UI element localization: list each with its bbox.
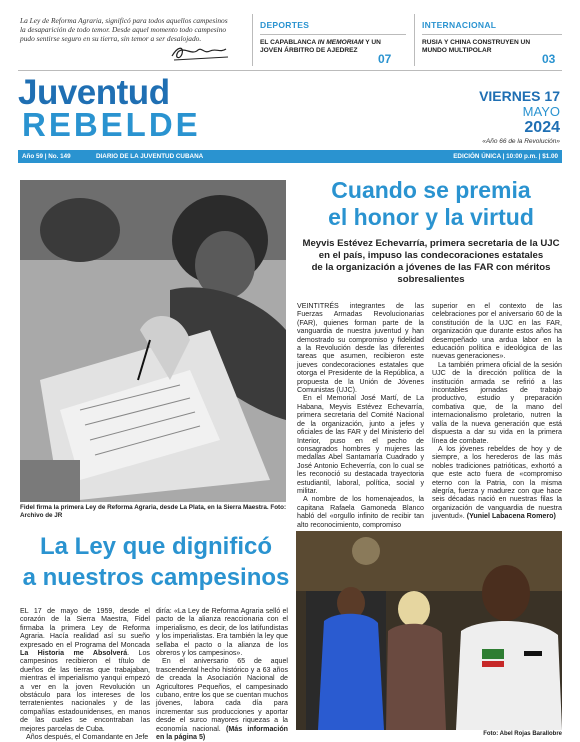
header-divider [252, 14, 253, 66]
paragraph: superior en el contexto de las celebraciones por el aniversario 60 de la constitución de la UJC en las FAR, organización que durante estos años ha desempeñado una ardua labor en la educación política e ideológica de las nuevas generaciones». [432, 302, 562, 361]
paragraph: EL 17 de mayo de 1959, desde el corazón de la Sierra Maestra, Fidel firmaba la primera Ley de Reforma Agraria. Hacía realidad así su sueño expresado en el Programa del Moncada La Historia me Absolverá. Los campesinos recibieron el título de dueños de las tierras que trabajaban, mientras el imperialismo yanqui empezó a ver en la joven Revolución un obstáculo para los intereses de los terratenientes nacionales y de las compañías estadounidenses, en manos de las cuales se encontraban las mejores parcelas de Cuba. [20, 607, 150, 733]
date-day: VIERNES 17 [479, 88, 560, 104]
section-rule [260, 34, 406, 35]
section-headline: EL CAPABLANCA IN MEMORIAM Y UN JOVEN ÁRBITRO DE AJEDREZ [260, 39, 381, 54]
section-headline: RUSIA Y CHINA CONSTRUYEN UN MUNDO MULTIPOLAR [422, 39, 531, 54]
edition-info: EDICIÓN ÚNICA | 10:00 p.m. | $1.00 [453, 153, 558, 160]
teaser-internacional[interactable] [422, 20, 562, 55]
law-headline[interactable]: La Ley que dignificó a nuestros campesinos [22, 533, 290, 591]
issue-bar [18, 150, 562, 163]
header-quote [20, 16, 242, 43]
law-article-column-2 [156, 607, 288, 742]
section-label: INTERNACIONAL [422, 20, 497, 30]
date-year: 2024 [524, 119, 560, 136]
main-headline[interactable]: Cuando se premia el honor y la virtud [328, 177, 534, 230]
tagline: DIARIO DE LA JUVENTUD CUBANA [96, 153, 204, 160]
section-page-number: 07 [378, 52, 392, 66]
law-article-column-1 [20, 607, 150, 742]
photo2-credit: Foto: Abel Rojas Barallobre [483, 731, 562, 737]
ceremony-photo [296, 531, 562, 730]
header-rule [18, 70, 562, 71]
section-rule [422, 34, 562, 35]
paragraph: VEINTITRÉS integrantes de las Fuerzas Armadas Revolucionarias (FAR), quienes forman parte de la vanguardia de nuestra juventud y han demostrado su compromiso y fidelidad a la Revolución desde las diferentes tareas que asumen, recibieron este jueves condecoraciones estatales que otorga el Presidente de la República, a propuesta de la Unión de Jóvenes Comunistas (UJC). [297, 302, 424, 395]
masthead-juventud: Juventud [18, 73, 170, 112]
section-page-number: 03 [542, 52, 556, 66]
photo1-caption: Fidel firma la primera Ley de Reforma Agraria, desde La Plata, en la Sierra Maestra. Foto: Archivo de JR [20, 504, 287, 519]
header-divider [414, 14, 415, 66]
quote-line: la desaparición de todo temor. Desde aquel momento todo campesino [20, 25, 227, 34]
main-subheadline: Meyvis Estévez Echevarría, primera secretaria de la UJC en el país, impuso las condecoraciones estatales de la organización a jóvenes de las FAR con méritos sobresalientes [302, 238, 560, 285]
date-note: «Año 66 de la Revolución» [482, 138, 560, 145]
paragraph: La también primera oficial de la sesión UJC de la dirección política de la institución armada se refirió a las incontables jornadas de trabajo productivo, estudio y preparación combativa que, de la mano del internacionalismo proletario, nutren la valía de la nueva generación que está dispuesta a dar su vida en la primera línea de combate. [432, 360, 562, 445]
paragraph: En el Memorial José Martí, de La Habana, Meyvis Estévez Echevarría, primera secretaria del Comité Nacional de la organización, junto a jefes y oficiales de las FAR y del Ministerio del Interior, puso en el pecho de consagrados hombres y mujeres las medallas Abel Santamaría Cuadrado y José Antonio Echeverría, con lo cual se les reconoció su destacada trayectoria estudiantil, laboral, política, social y militar. [297, 394, 424, 495]
main-article-column-1 [297, 302, 424, 529]
paragraph: A los jóvenes rebeldes de hoy y de siempre, a los herederos de las más nobles tradiciones patrióticas, exhortó a que este acto fuera de «compromiso eterno con la Patria, con la misma alegría, fuerza y madurez con que hace seis décadas nació en nuestras filas la organización de vanguardia de nuestra juventud». (Yuniel Labacena Romero) [432, 444, 562, 521]
main-article-column-2 [432, 302, 562, 521]
paragraph: En el aniversario 65 de aquel trascendental hecho histórico y a 63 años de creada la Asociación Nacional de Agricultores Pequeños, el campesinado cubano, entre los que se cuentan muchos jóvenes, labora cada día para incrementar sus producciones y aportar desde el surco mayores riquezas a la economía nacional. (Más información en la página 5) [156, 657, 288, 742]
quote-line: pudo sentirse seguro en su tierra, sin temor a ser desalojado. [20, 34, 202, 43]
signature-image [168, 42, 232, 64]
more-info-link: (Más información en la página 5) [156, 724, 288, 742]
historic-photo-image [20, 180, 286, 502]
ceremony-photo-image [296, 531, 562, 730]
byline: (Yuniel Labacena Romero) [466, 512, 556, 521]
paragraph: Años después, el Comandante en Jefe [26, 733, 149, 742]
masthead-rebelde: REBELDE [22, 106, 201, 143]
paragraph: A nombre de los homenajeados, la capitana Rafaela Gamoneda Blanco habló del «orgullo infinito de recibir tan alto reconocimiento, compromiso [297, 495, 424, 529]
date-month: MAYO [522, 104, 560, 119]
fidel-signing-photo [20, 180, 286, 502]
issue-number: Año 59 | No. 149 [22, 153, 71, 160]
teaser-deportes[interactable] [260, 20, 406, 55]
quote-line: La Ley de Reforma Agraria, significó para todos aquellos campesinos [20, 16, 228, 25]
section-label: DEPORTES [260, 20, 310, 30]
paragraph: diría: «La Ley de Reforma Agraria selló el pacto de la alianza reaccionaria con el imperialismo, es decir, de los latifundistas y los imperialistas. Era también la ley que sellaba el pacto o la alianza de los obreros y los campesinos». [156, 607, 288, 658]
